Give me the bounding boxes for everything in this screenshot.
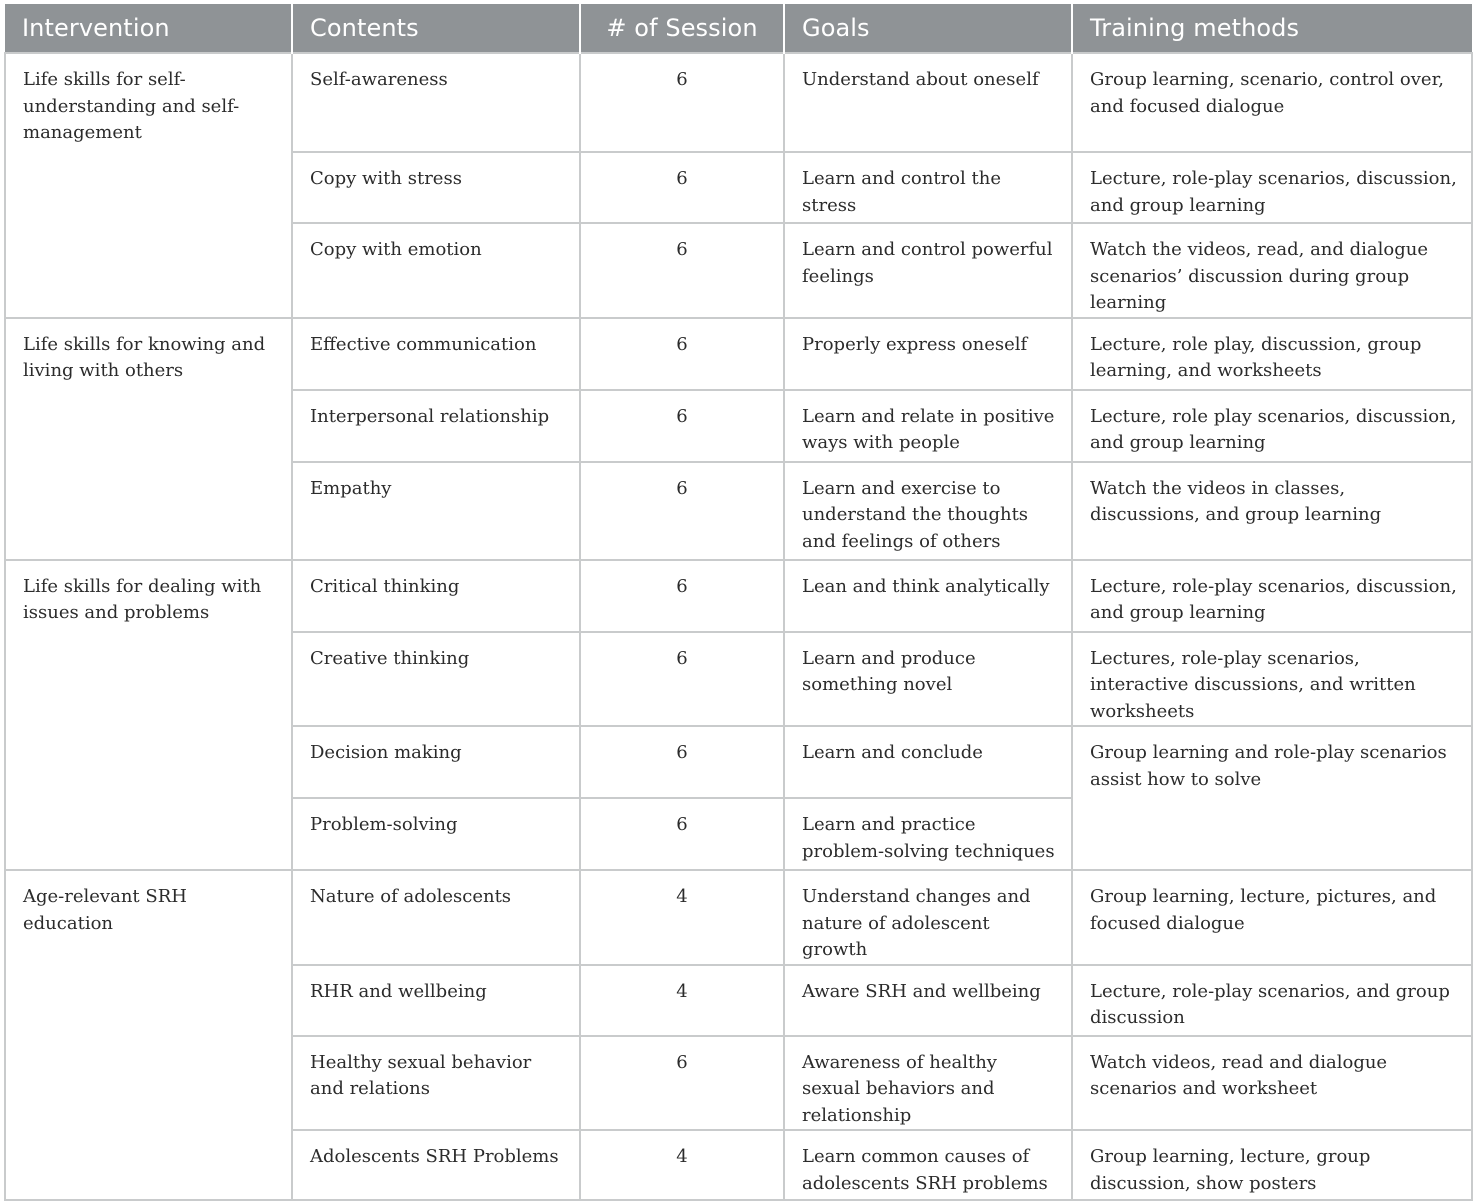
table-row bbox=[5, 53, 1472, 152]
method-cell: Lecture, role play, discussion, group learning, and worksheets bbox=[1072, 318, 1472, 390]
content-cell: Interpersonal relationship bbox=[292, 390, 580, 462]
goal-cell: Aware SRH and wellbeing bbox=[784, 965, 1072, 1036]
header-goals: Goals bbox=[784, 4, 1072, 53]
goal-cell: Learn and control powerful feelings bbox=[784, 223, 1072, 318]
sessions-cell: 6 bbox=[580, 390, 784, 462]
goal-cell: Learn and control the stress bbox=[784, 152, 1072, 223]
sessions-cell: 4 bbox=[580, 870, 784, 965]
goal-cell: Awareness of healthy sexual behaviors and relationship bbox=[784, 1036, 1072, 1131]
content-cell: Copy with emotion bbox=[292, 223, 580, 318]
content-cell: RHR and wellbeing bbox=[292, 965, 580, 1036]
content-cell: Adolescents SRH Problems bbox=[292, 1130, 580, 1200]
intervention-cell: Life skills for dealing with issues and problems bbox=[5, 560, 292, 871]
content-cell: Nature of adolescents bbox=[292, 870, 580, 965]
sessions-cell: 6 bbox=[580, 318, 784, 390]
goal-cell: Learn and relate in positive ways with people bbox=[784, 390, 1072, 462]
sessions-cell: 6 bbox=[580, 632, 784, 727]
method-cell: Group learning, lecture, pictures, and focused dialogue bbox=[1072, 870, 1472, 965]
table-row bbox=[5, 560, 1472, 632]
content-cell: Effective communication bbox=[292, 318, 580, 390]
sessions-cell: 6 bbox=[580, 152, 784, 223]
table-row bbox=[5, 870, 1472, 965]
content-cell: Healthy sexual behavior and relations bbox=[292, 1036, 580, 1131]
goal-cell: Lean and think analytically bbox=[784, 560, 1072, 632]
table-row bbox=[5, 318, 1472, 390]
intervention-table bbox=[4, 4, 1473, 1201]
sessions-cell: 4 bbox=[580, 965, 784, 1036]
goal-cell: Understand about oneself bbox=[784, 53, 1072, 152]
goal-cell: Properly express oneself bbox=[784, 318, 1072, 390]
content-cell: Problem-solving bbox=[292, 798, 580, 870]
content-cell: Creative thinking bbox=[292, 632, 580, 727]
intervention-cell: Age-relevant SRH education bbox=[5, 870, 292, 1200]
header-row bbox=[5, 4, 1472, 53]
method-cell: Lectures, role-play scenarios, interactive discussions, and written worksheets bbox=[1072, 632, 1472, 727]
goal-cell: Understand changes and nature of adolescent growth bbox=[784, 870, 1072, 965]
content-cell: Decision making bbox=[292, 726, 580, 798]
sessions-cell: 6 bbox=[580, 462, 784, 560]
content-cell: Critical thinking bbox=[292, 560, 580, 632]
method-cell: Lecture, role-play scenarios, and group discussion bbox=[1072, 965, 1472, 1036]
sessions-cell: 4 bbox=[580, 1130, 784, 1200]
sessions-cell: 6 bbox=[580, 53, 784, 152]
method-cell: Watch the videos in classes, discussions, and group learning bbox=[1072, 462, 1472, 560]
method-cell: Lecture, role-play scenarios, discussion, and group learning bbox=[1072, 560, 1472, 632]
goal-cell: Learn common causes of adolescents SRH problems bbox=[784, 1130, 1072, 1200]
header-sessions: # of Session bbox=[580, 4, 784, 53]
goal-cell: Learn and produce something novel bbox=[784, 632, 1072, 727]
method-cell: Lecture, role-play scenarios, discussion, and group learning bbox=[1072, 152, 1472, 223]
sessions-cell: 6 bbox=[580, 798, 784, 870]
method-cell: Watch videos, read and dialogue scenarios and worksheet bbox=[1072, 1036, 1472, 1131]
sessions-cell: 6 bbox=[580, 1036, 784, 1131]
goal-cell: Learn and exercise to understand the thoughts and feelings of others bbox=[784, 462, 1072, 560]
header-contents: Contents bbox=[292, 4, 580, 53]
header-training-methods: Training methods bbox=[1072, 4, 1472, 53]
content-cell: Self-awareness bbox=[292, 53, 580, 152]
goal-cell: Learn and conclude bbox=[784, 726, 1072, 798]
sessions-cell: 6 bbox=[580, 726, 784, 798]
header-intervention: Intervention bbox=[5, 4, 292, 53]
sessions-cell: 6 bbox=[580, 223, 784, 318]
method-cell: Group learning and role-play scenarios assist how to solve bbox=[1072, 726, 1472, 870]
content-cell: Empathy bbox=[292, 462, 580, 560]
content-cell: Copy with stress bbox=[292, 152, 580, 223]
method-cell: Group learning, lecture, group discussion, show posters bbox=[1072, 1130, 1472, 1200]
method-cell: Lecture, role play scenarios, discussion, and group learning bbox=[1072, 390, 1472, 462]
goal-cell: Learn and practice problem-solving techniques bbox=[784, 798, 1072, 870]
method-cell: Watch the videos, read, and dialogue scenarios’ discussion during group learning bbox=[1072, 223, 1472, 318]
method-cell: Group learning, scenario, control over, and focused dialogue bbox=[1072, 53, 1472, 152]
sessions-cell: 6 bbox=[580, 560, 784, 632]
intervention-cell: Life skills for knowing and living with others bbox=[5, 318, 292, 560]
intervention-cell: Life skills for self-understanding and self-management bbox=[5, 53, 292, 318]
